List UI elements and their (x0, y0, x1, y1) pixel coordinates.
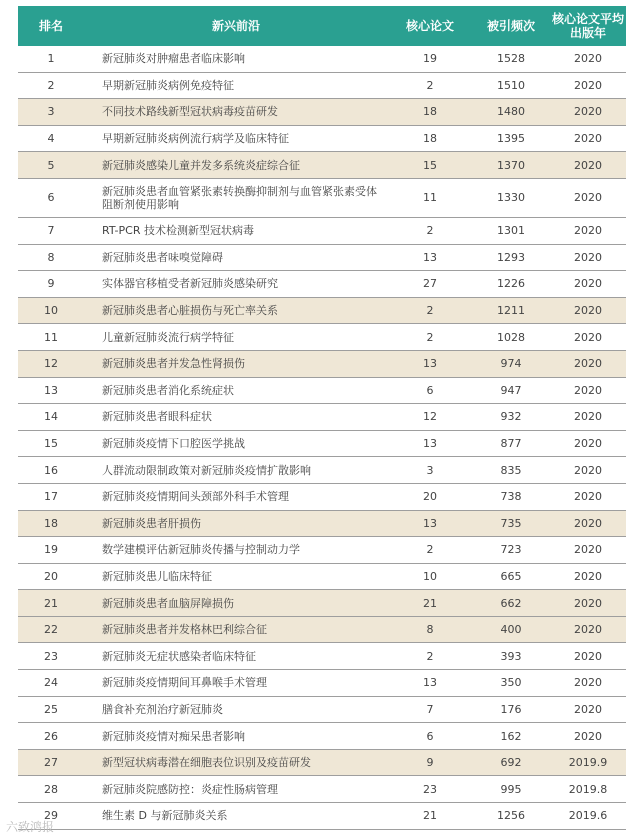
table-row (18, 643, 626, 670)
cell-core-papers: 8 (388, 616, 472, 643)
cell-core-papers: 3 (388, 457, 472, 484)
cell-citations: 877 (472, 430, 550, 457)
header-topic: 新兴前沿 (84, 6, 388, 46)
cell-citations: 162 (472, 723, 550, 750)
cell-topic: 早期新冠肺炎病例流行病学及临床特征 (84, 125, 388, 152)
cell-core-papers: 13 (388, 510, 472, 537)
table-row (18, 217, 626, 244)
cell-avg-year: 2020 (550, 723, 626, 750)
cell-citations: 1226 (472, 271, 550, 298)
cell-citations: 974 (472, 350, 550, 377)
cell-topic: 新冠肺炎无症状感染者临床特征 (84, 643, 388, 670)
table-row (18, 297, 626, 324)
watermark: 六致鸿报 (6, 820, 55, 834)
cell-core-papers: 20 (388, 483, 472, 510)
header-rank: 排名 (18, 6, 84, 46)
cell-citations: 692 (472, 749, 550, 776)
cell-rank: 13 (18, 377, 84, 404)
cell-rank: 10 (18, 297, 84, 324)
cell-avg-year: 2020 (550, 430, 626, 457)
cell-rank: 1 (18, 46, 84, 72)
cell-rank: 26 (18, 723, 84, 750)
cell-topic: 新冠肺炎患者心脏损伤与死亡率关系 (84, 297, 388, 324)
cell-core-papers: 6 (388, 377, 472, 404)
table-row (18, 377, 626, 404)
cell-rank: 22 (18, 616, 84, 643)
cell-core-papers: 2 (388, 537, 472, 564)
cell-avg-year: 2020 (550, 510, 626, 537)
cell-rank: 23 (18, 643, 84, 670)
cell-rank: 28 (18, 776, 84, 803)
cell-core-papers: 2 (388, 297, 472, 324)
cell-topic: 新冠肺炎患者血管紧张素转换酶抑制剂与血管紧张素受体阻断剂使用影响 (84, 178, 388, 217)
cell-citations: 1293 (472, 244, 550, 271)
cell-rank: 5 (18, 152, 84, 179)
cell-citations: 662 (472, 590, 550, 617)
cell-rank: 3 (18, 99, 84, 126)
cell-topic: 新冠肺炎疫情对痴呆患者影响 (84, 723, 388, 750)
cell-topic: 新冠肺炎患者消化系统症状 (84, 377, 388, 404)
cell-avg-year: 2020 (550, 404, 626, 431)
table-row (18, 616, 626, 643)
cell-avg-year: 2020 (550, 99, 626, 126)
cell-topic: 新冠肺炎疫情期间头颈部外科手术管理 (84, 483, 388, 510)
cell-citations: 1528 (472, 46, 550, 72)
cell-citations: 723 (472, 537, 550, 564)
cell-avg-year: 2020 (550, 271, 626, 298)
cell-topic: 新冠肺炎患者肝损伤 (84, 510, 388, 537)
cell-topic: 膳食补充剂治疗新冠肺炎 (84, 696, 388, 723)
cell-core-papers: 18 (388, 99, 472, 126)
cell-core-papers: 27 (388, 271, 472, 298)
cell-core-papers: 6 (388, 723, 472, 750)
cell-avg-year: 2020 (550, 72, 626, 99)
table-row (18, 324, 626, 351)
cell-citations: 932 (472, 404, 550, 431)
header-core-papers: 核心论文 (388, 6, 472, 46)
cell-avg-year: 2020 (550, 590, 626, 617)
emerging-fronts-table (18, 6, 626, 830)
cell-rank: 29 (18, 803, 84, 830)
cell-topic: 不同技术路线新型冠状病毒疫苗研发 (84, 99, 388, 126)
cell-topic: 新冠肺炎患者并发急性肾损伤 (84, 350, 388, 377)
cell-avg-year: 2020 (550, 483, 626, 510)
cell-topic: 新冠肺炎患者眼科症状 (84, 404, 388, 431)
cell-core-papers: 13 (388, 670, 472, 697)
cell-core-papers: 9 (388, 749, 472, 776)
cell-avg-year: 2020 (550, 350, 626, 377)
cell-rank: 12 (18, 350, 84, 377)
cell-rank: 18 (18, 510, 84, 537)
cell-citations: 947 (472, 377, 550, 404)
cell-avg-year: 2020 (550, 696, 626, 723)
cell-topic: 新冠肺炎院感防控：炎症性肠病管理 (84, 776, 388, 803)
cell-rank: 15 (18, 430, 84, 457)
cell-avg-year: 2020 (550, 152, 626, 179)
cell-topic: 早期新冠肺炎病例免疫特征 (84, 72, 388, 99)
table-row (18, 152, 626, 179)
cell-avg-year: 2020 (550, 457, 626, 484)
cell-core-papers: 13 (388, 244, 472, 271)
cell-core-papers: 11 (388, 178, 472, 217)
table-row (18, 510, 626, 537)
cell-topic: 新冠肺炎感染儿童并发多系统炎症综合征 (84, 152, 388, 179)
cell-citations: 735 (472, 510, 550, 537)
cell-avg-year: 2020 (550, 670, 626, 697)
cell-avg-year: 2020 (550, 297, 626, 324)
cell-topic: 人群流动限制政策对新冠肺炎疫情扩散影响 (84, 457, 388, 484)
table-row (18, 99, 626, 126)
cell-topic: 新冠肺炎患者味嗅觉障碍 (84, 244, 388, 271)
cell-citations: 350 (472, 670, 550, 697)
cell-topic: 维生素 D 与新冠肺炎关系 (84, 803, 388, 830)
cell-citations: 835 (472, 457, 550, 484)
cell-rank: 27 (18, 749, 84, 776)
cell-avg-year: 2020 (550, 244, 626, 271)
cell-core-papers: 19 (388, 46, 472, 72)
cell-citations: 393 (472, 643, 550, 670)
table-row (18, 46, 626, 72)
cell-rank: 21 (18, 590, 84, 617)
cell-citations: 665 (472, 563, 550, 590)
cell-citations: 995 (472, 776, 550, 803)
table-row (18, 749, 626, 776)
cell-citations: 1370 (472, 152, 550, 179)
cell-citations: 738 (472, 483, 550, 510)
cell-topic: 数学建模评估新冠肺炎传播与控制动力学 (84, 537, 388, 564)
table-header (18, 6, 626, 46)
cell-citations: 176 (472, 696, 550, 723)
table-row (18, 483, 626, 510)
table-row (18, 244, 626, 271)
cell-topic: 新冠肺炎对肿瘤患者临床影响 (84, 46, 388, 72)
cell-citations: 1330 (472, 178, 550, 217)
cell-citations: 1028 (472, 324, 550, 351)
cell-core-papers: 2 (388, 72, 472, 99)
cell-rank: 24 (18, 670, 84, 697)
table-row (18, 670, 626, 697)
cell-avg-year: 2020 (550, 324, 626, 351)
cell-citations: 1211 (472, 297, 550, 324)
table-row (18, 457, 626, 484)
cell-rank: 16 (18, 457, 84, 484)
cell-core-papers: 7 (388, 696, 472, 723)
cell-rank: 11 (18, 324, 84, 351)
cell-core-papers: 2 (388, 217, 472, 244)
cell-topic: 儿童新冠肺炎流行病学特征 (84, 324, 388, 351)
cell-avg-year: 2020 (550, 377, 626, 404)
cell-citations: 1510 (472, 72, 550, 99)
cell-topic: RT-PCR 技术检测新型冠状病毒 (84, 217, 388, 244)
table-row (18, 430, 626, 457)
cell-topic: 新冠肺炎患者并发格林巴利综合征 (84, 616, 388, 643)
cell-rank: 7 (18, 217, 84, 244)
cell-citations: 1301 (472, 217, 550, 244)
cell-core-papers: 21 (388, 803, 472, 830)
cell-core-papers: 23 (388, 776, 472, 803)
cell-core-papers: 18 (388, 125, 472, 152)
cell-core-papers: 2 (388, 324, 472, 351)
cell-avg-year: 2020 (550, 537, 626, 564)
cell-rank: 4 (18, 125, 84, 152)
cell-rank: 19 (18, 537, 84, 564)
table-row (18, 537, 626, 564)
cell-citations: 1395 (472, 125, 550, 152)
table-row (18, 590, 626, 617)
table-row (18, 404, 626, 431)
cell-core-papers: 13 (388, 350, 472, 377)
cell-avg-year: 2020 (550, 46, 626, 72)
cell-rank: 6 (18, 178, 84, 217)
table-row (18, 696, 626, 723)
cell-core-papers: 13 (388, 430, 472, 457)
cell-avg-year: 2020 (550, 616, 626, 643)
cell-core-papers: 12 (388, 404, 472, 431)
cell-avg-year: 2020 (550, 563, 626, 590)
cell-topic: 实体器官移植受者新冠肺炎感染研究 (84, 271, 388, 298)
cell-rank: 14 (18, 404, 84, 431)
table-row (18, 72, 626, 99)
cell-avg-year: 2020 (550, 178, 626, 217)
table-row (18, 563, 626, 590)
table-row (18, 125, 626, 152)
cell-rank: 17 (18, 483, 84, 510)
table-row (18, 178, 626, 217)
cell-rank: 25 (18, 696, 84, 723)
table-row (18, 723, 626, 750)
cell-avg-year: 2019.8 (550, 776, 626, 803)
cell-rank: 2 (18, 72, 84, 99)
table-body (18, 46, 626, 829)
cell-citations: 1480 (472, 99, 550, 126)
table-row (18, 776, 626, 803)
header-citations: 被引频次 (472, 6, 550, 46)
table-row (18, 271, 626, 298)
cell-avg-year: 2020 (550, 643, 626, 670)
cell-topic: 新冠肺炎疫情期间耳鼻喉手术管理 (84, 670, 388, 697)
cell-avg-year: 2020 (550, 217, 626, 244)
cell-topic: 新冠肺炎疫情下口腔医学挑战 (84, 430, 388, 457)
cell-avg-year: 2019.9 (550, 749, 626, 776)
cell-topic: 新型冠状病毒潜在细胞表位识别及疫苗研发 (84, 749, 388, 776)
table-row (18, 350, 626, 377)
cell-rank: 9 (18, 271, 84, 298)
cell-citations: 400 (472, 616, 550, 643)
cell-topic: 新冠肺炎患儿临床特征 (84, 563, 388, 590)
header-avg-year: 核心论文平均 出版年 (550, 6, 626, 46)
cell-core-papers: 2 (388, 643, 472, 670)
cell-rank: 20 (18, 563, 84, 590)
cell-core-papers: 10 (388, 563, 472, 590)
table-row (18, 803, 626, 830)
cell-core-papers: 15 (388, 152, 472, 179)
cell-avg-year: 2019.6 (550, 803, 626, 830)
cell-topic: 新冠肺炎患者血脑屏障损伤 (84, 590, 388, 617)
cell-core-papers: 21 (388, 590, 472, 617)
cell-avg-year: 2020 (550, 125, 626, 152)
cell-citations: 1256 (472, 803, 550, 830)
cell-rank: 8 (18, 244, 84, 271)
